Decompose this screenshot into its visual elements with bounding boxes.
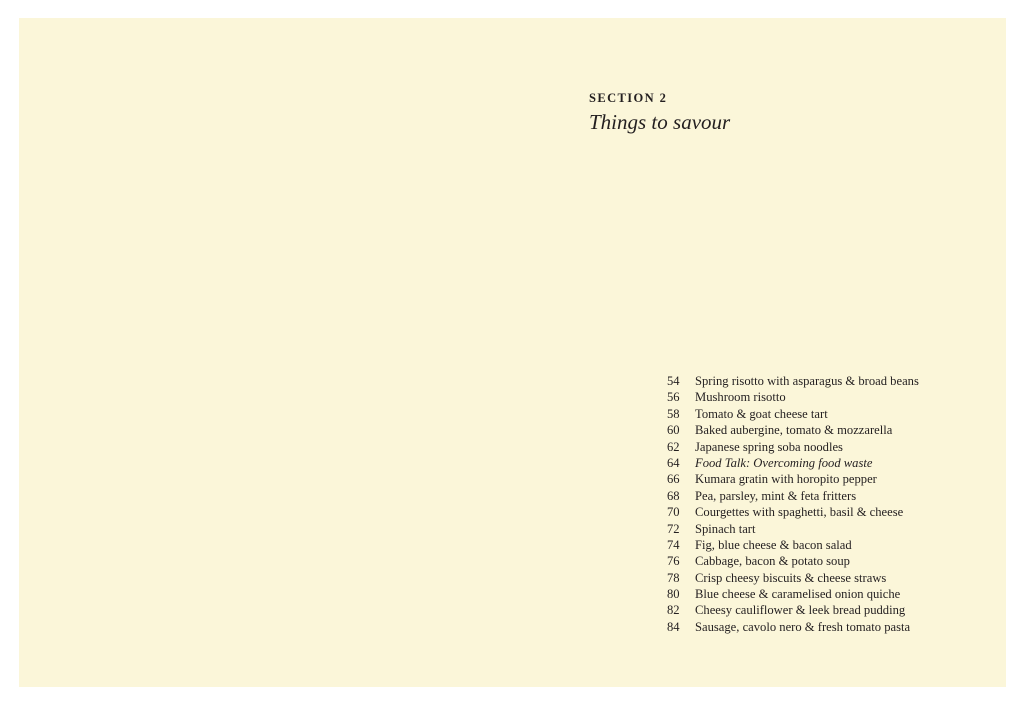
toc-page-number: 76 [667,554,680,569]
toc-entry-title: Cabbage, bacon & potato soup [695,554,850,569]
toc-page-number: 80 [667,587,680,602]
toc-entry-title: Tomato & goat cheese tart [695,406,828,421]
toc-entry [667,602,919,618]
toc-page-number: 74 [667,537,680,552]
toc-entry [667,471,919,487]
toc-entry-title: Spinach tart [695,521,756,536]
toc-page-number: 72 [667,521,680,536]
toc-entry [667,422,919,438]
section-header [589,90,730,135]
toc-entry [667,521,919,537]
toc-entry-title: Pea, parsley, mint & feta fritters [695,488,857,503]
toc-page-number: 78 [667,570,680,585]
toc-entry [667,406,919,422]
toc-page-number: 84 [667,619,680,634]
toc-page-number: 60 [667,423,680,438]
book-page [19,18,1006,687]
toc-entry-title: Fig, blue cheese & bacon salad [695,537,852,552]
toc-entry-title: Japanese spring soba noodles [695,439,843,454]
toc-page-number: 66 [667,472,680,487]
toc-entry [667,439,919,455]
toc-page-number: 56 [667,390,680,405]
section-label: SECTION 2 [589,91,668,105]
toc-entry [667,619,919,635]
section-title: Things to savour [589,110,731,134]
toc-entry [667,553,919,569]
toc-entry [667,389,919,405]
table-of-contents [667,373,919,635]
toc-entry [667,570,919,586]
toc-entry [667,586,919,602]
toc-entry-title: Sausage, cavolo nero & fresh tomato pasta [695,619,911,634]
toc-page-number: 54 [667,374,680,388]
toc-entry-title: Mushroom risotto [695,390,786,405]
toc-page-number: 58 [667,406,680,421]
toc-entry [667,504,919,520]
toc-entry-title: Spring risotto with asparagus & broad beans [695,374,919,388]
toc-entry-title: Blue cheese & caramelised onion quiche [695,587,901,602]
toc-entry-title: Food Talk: Overcoming food waste [695,455,873,470]
toc-entry-title: Kumara gratin with horopito pepper [695,472,877,487]
toc-entry [667,537,919,553]
toc-entry [667,488,919,504]
toc-entry [667,373,919,389]
toc-page-number: 70 [667,505,680,520]
toc-entry-title: Crisp cheesy biscuits & cheese straws [695,570,887,585]
toc-page-number: 62 [667,439,680,454]
toc-entry-title: Cheesy cauliflower & leek bread pudding [695,603,906,618]
toc-entry [667,455,919,471]
toc-entry-title: Courgettes with spaghetti, basil & cheese [695,505,904,520]
toc-entry-title: Baked aubergine, tomato & mozzarella [695,423,893,438]
toc-page-number: 64 [667,455,680,470]
toc-page-number: 68 [667,488,680,503]
toc-page-number: 82 [667,603,680,618]
